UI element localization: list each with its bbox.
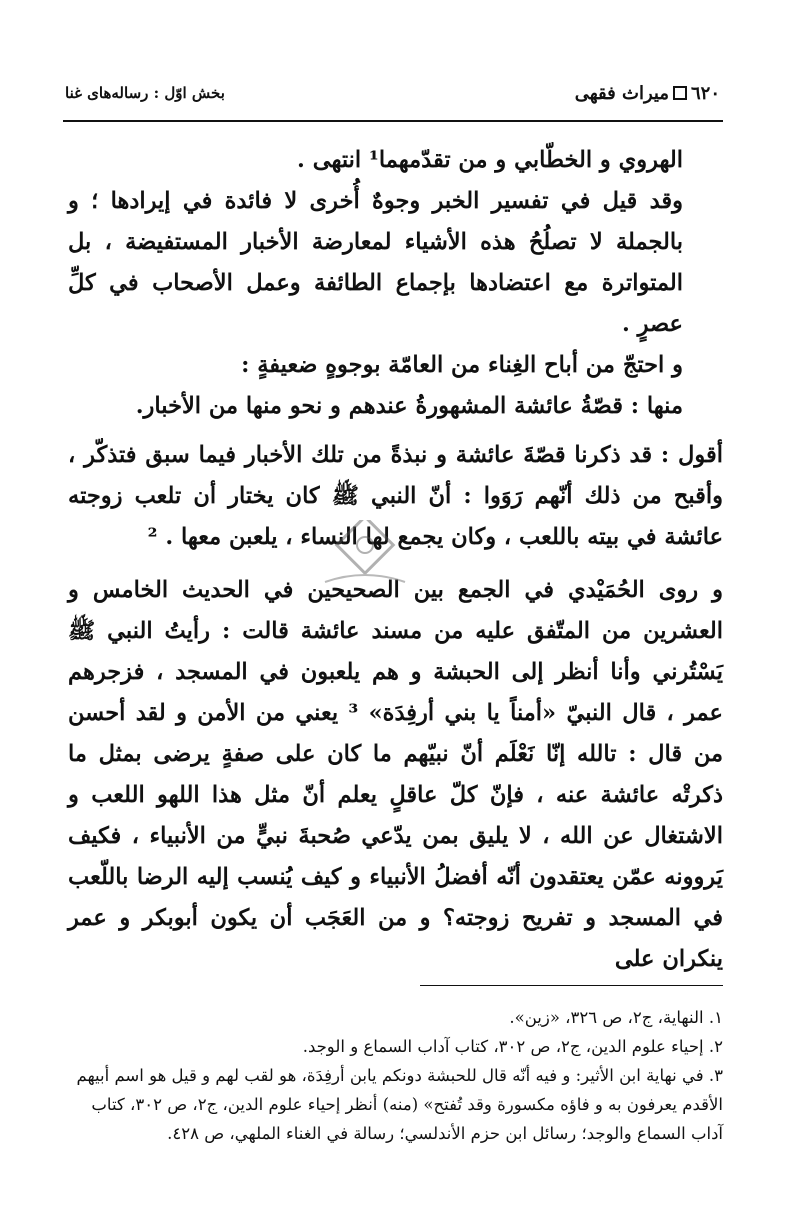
footnote: ٢. إحياء علوم الدين، ج٢، ص ٣٠٢، كتاب آداب السماع و الوجد.: [302, 1037, 723, 1056]
page-header: [65, 78, 720, 108]
footnote: ١. النهاية، ج٢، ص ٣٢٦، «زين».: [509, 1008, 723, 1027]
footnotes: [68, 1003, 723, 1148]
header-divider: [63, 120, 723, 122]
library-stamp-icon: [320, 520, 410, 590]
section-title: بخش اوّل : رسالەهای غنا: [65, 84, 225, 102]
book-title: میراث فقهی: [574, 82, 669, 104]
page-number: ٦٢٠: [690, 82, 720, 104]
footnote: ٣. في نهاية ابن الأثير: و فيه أنّه قال للحبشة دونكم يابن أرفِدَة، هو لقب لهم و قيل هو اسم أبيهم الأقدم يعرفون به و فاؤه مكسورة وقد تُفتح» (منه) أنظر إحياء علوم الدين، ج٢، ص ٣٠٢، كتاب آداب السماع والوجد؛ رسائل ابن حزم الأندلسي؛ رسالة في الغناء الملهي، ص ٤٢٨.: [76, 1066, 723, 1143]
paragraph: و روى الحُمَيْدي في الجمع بين الصحيحين في الحديث الخامس و العشرين من المتّفق عليه من مسند عائشة قالت : رأيتُ النبي ﷺ يَسْتُرني وأنا أنظر إلى الحبشة و هم يلعبون في المسجد ، فزجرهم عمر ، قال النبيّ «أمناً يا بني أرفِدَة» ³ يعني من الأمن و لقد أحسن من قال : تالله إنّا نَعْلَم أنّ نبيّهم ما كان على صفةٍ يرضى بمثل ما ذكرتْه عائشة عنه ، فإنّ كلّ عاقلٍ يعلم أنّ مثل هذا اللهو اللعب و الاشتغال عن الله ، لا يليق بمن يدّعي صُحبةَ نبيٍّ من الأنبياء ، فكيف يَروونه عمّن يعتقدون أنّه أفضلُ الأنبياء و كيف يُنسب إليه الرضا باللّعب في المسجد و تفريح زوجته؟ و من العَجَب أن يكون أبوبكر و عمر ينكران على: [68, 577, 723, 972]
footnote-divider: [420, 985, 723, 986]
square-ornament-icon: [673, 86, 687, 100]
header-right: [575, 83, 720, 104]
quote-line: وقد قيل في تفسير الخبر وجوهٌ أُخرى لا فائدة في إيرادها ؛ و بالجملة لا تصلُحُ هذه الأشياء لمعارضة الأخبار المستفيضة ، بل المتواترة مع اعتضادها بإجماع الطائفة وعمل الأصحاب في كلِّ عصرٍ .: [68, 188, 683, 337]
quote-line: منها : قصّةُ عائشة المشهورةُ عندهم و نحو منها من الأخبار.: [135, 393, 683, 419]
quote-line: و احتجّ من أباح الغِناء من العامّة بوجوهٍ ضعيفةٍ :: [241, 352, 683, 378]
paragraph: أقول : قد ذكرنا قصّةَ عائشة و نبذةً من تلك الأخبار فيما سبق فتذكّر ، وأقبح من ذلك أنّهم رَوَوا : أنّ النبي ﷺ كان يختار أن تلعب زوجته عائشة في بيته باللعب ، وكان يجمع لها النساء ، يلعبن معها . ²: [68, 442, 723, 550]
quote-line: الهروي و الخطّابي و من تقدّمهما¹ انتهى .: [297, 147, 683, 173]
